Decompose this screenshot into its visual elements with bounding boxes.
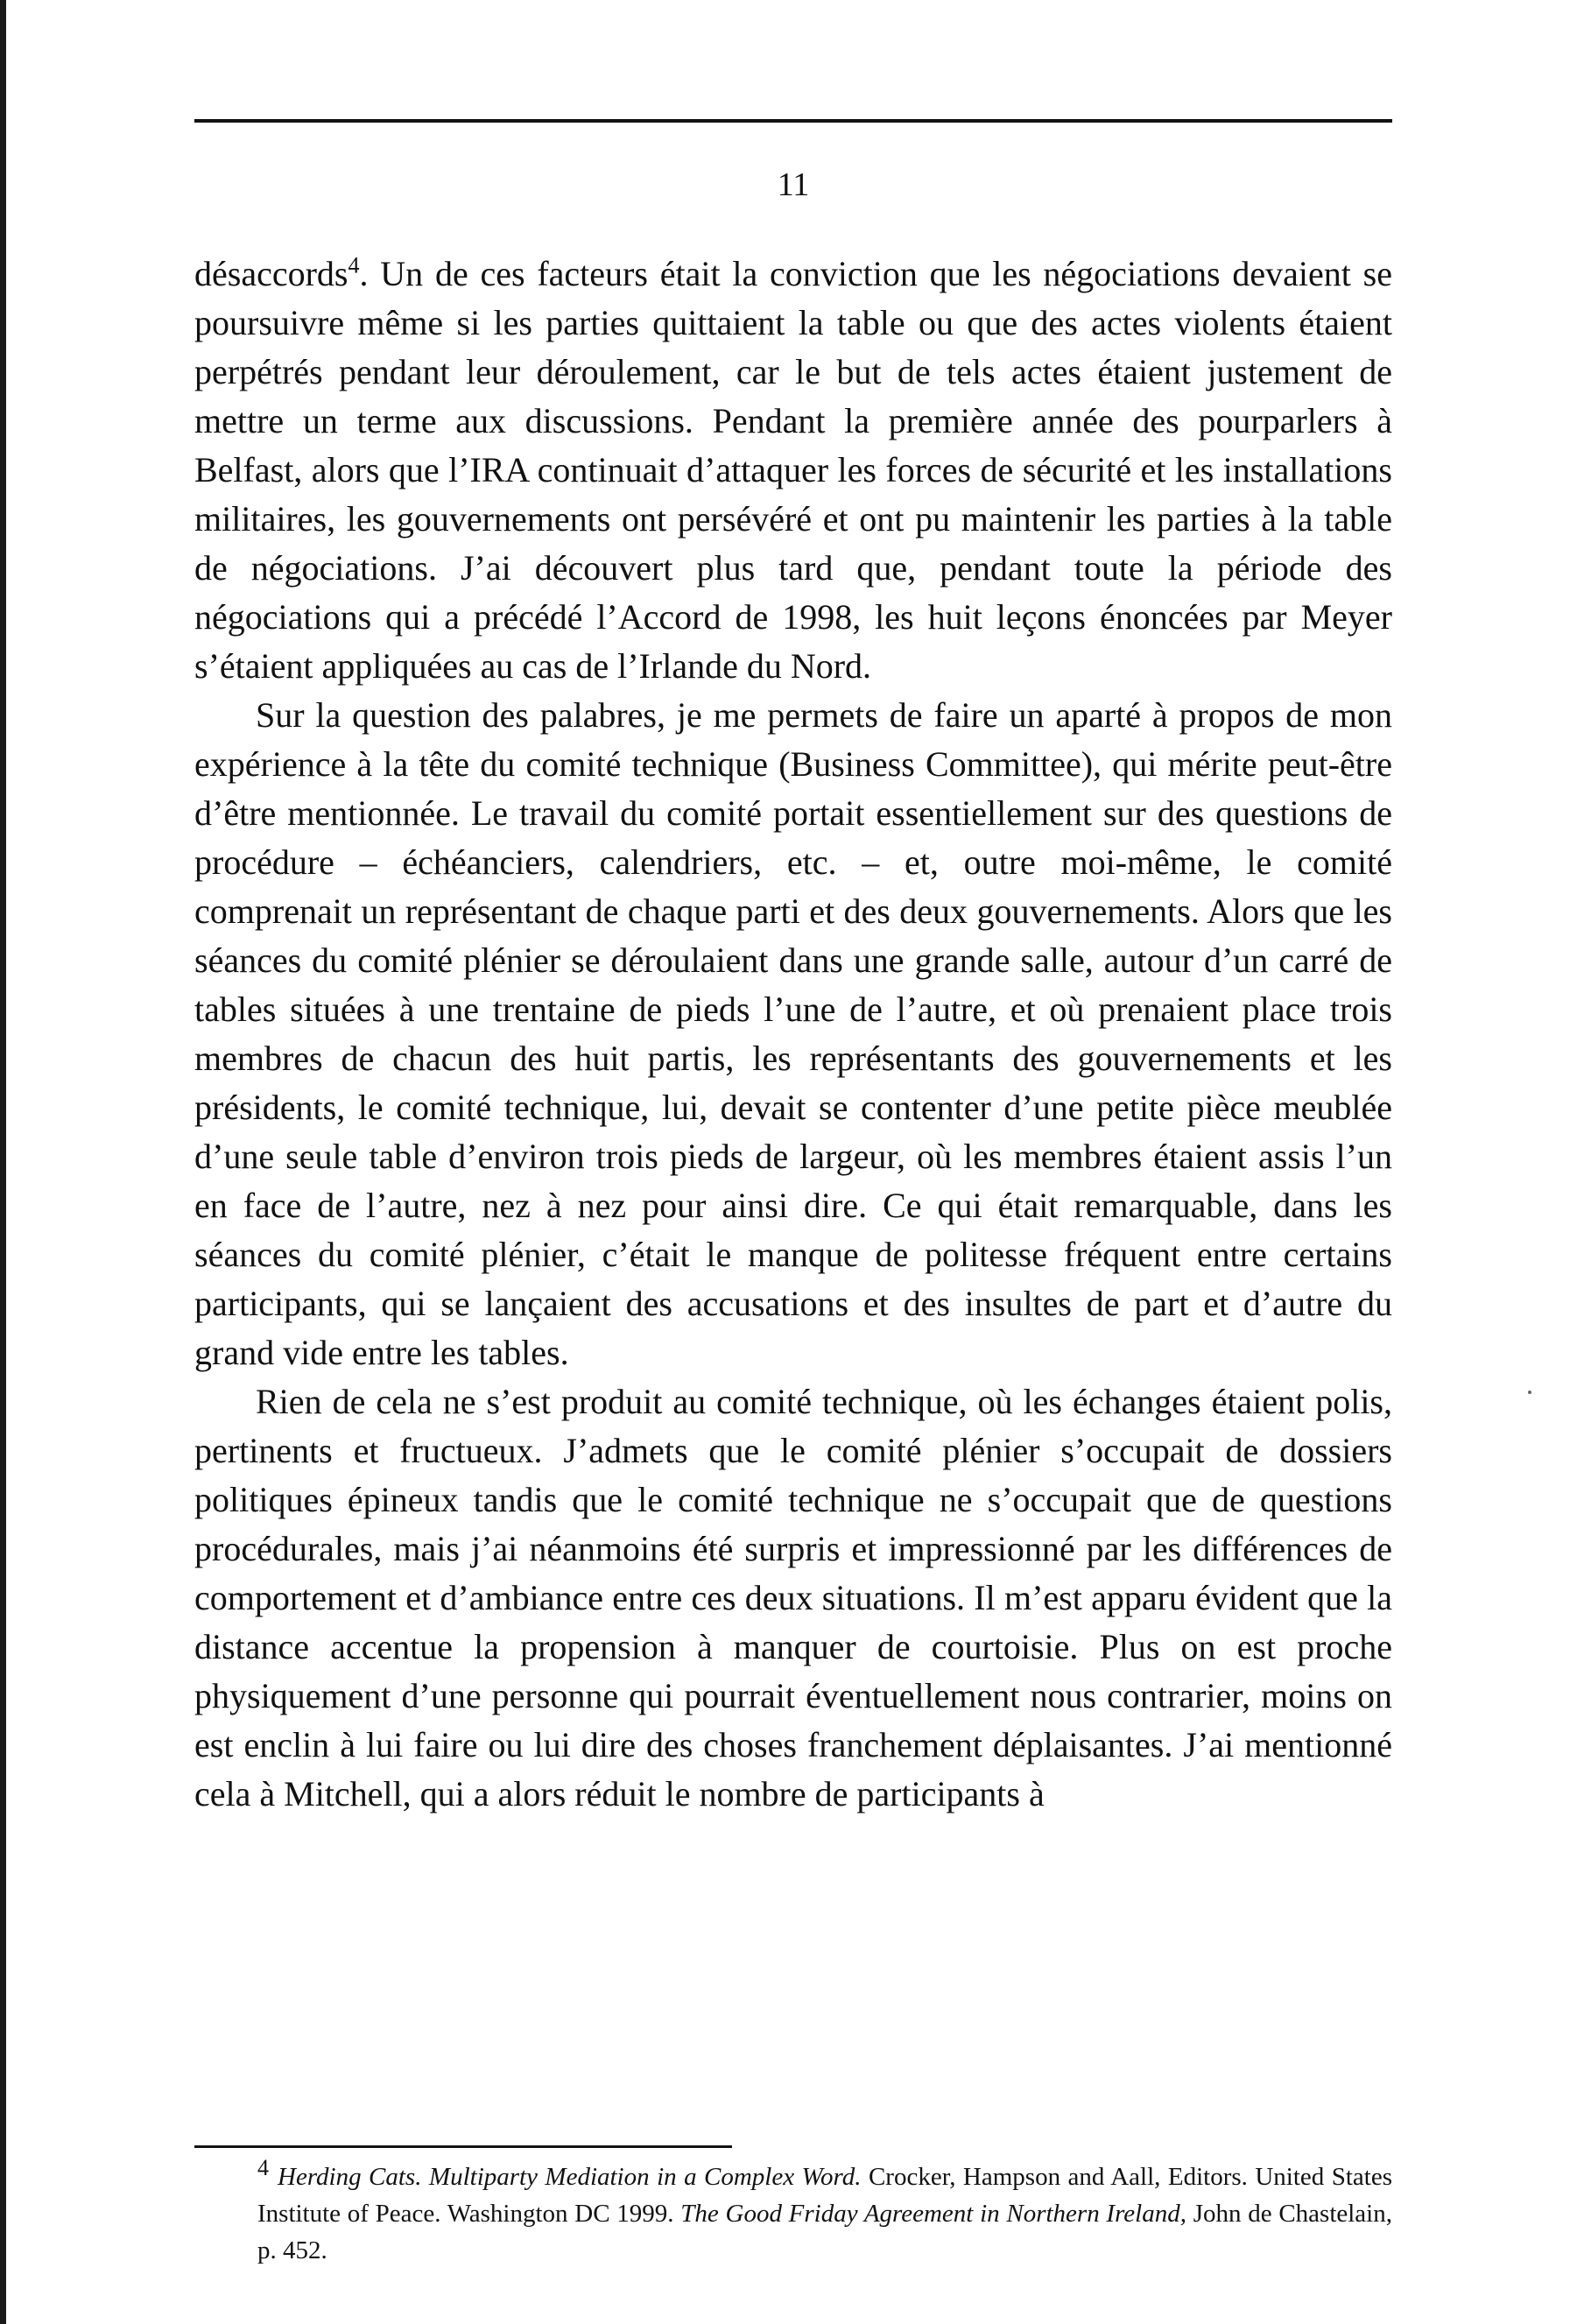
paragraph-1 (194, 250, 1392, 691)
body-text (194, 250, 1392, 1819)
footnote-text-2: John de Chastelain, p. 452. (257, 2200, 1392, 2264)
footnote-title-2: The Good Friday Agreement in Northern Ireland, (680, 2200, 1186, 2228)
footnote-reference: 4 (348, 252, 360, 278)
paragraph-1-rest: . Un de ces facteurs était la conviction que les négociations devaient se poursuivre même si les parties quittaient la table ou que des actes violents étaient perpétrés pendant leur déroulement, car le but de tels actes étaient justement de mettre un terme aux discussions. Pendant la première année des pourparlers à Belfast, alors que l’IRA continuait d’attaquer les forces de sécurité et les installations militaires, les gouvernements ont persévéré et ont pu maintenir les parties à la table de négociations. J’ai découvert plus tard que, pendant toute la période des négociations qui a précédé l’Accord de 1998, les huit leçons énoncées par Meyer s’étaient appliquées au cas de l’Irlande du Nord. (194, 254, 1392, 686)
footnote (257, 2155, 1392, 2269)
paragraph-3: Rien de cela ne s’est produit au comité technique, où les échanges étaient polis, pertinents et fructueux. J’admets que le comité plénier s’occupait de dossiers politiques épineux tandis que le comité technique ne s’occupait que de questions procédurales, mais j’ai néanmoins été surpris et impressionné par les différences de comportement et d’ambiance entre ces deux situations. Il m’est apparu évident que la distance accentue la propension à manquer de courtoisie. Plus on est proche physiquement d’une personne qui pourrait éventuellement nous contrarier, moins on est enclin à lui faire ou lui dire des choses franchement déplaisantes. J’ai mentionné cela à Mitchell, qui a alors réduit le nombre de participants à (194, 1382, 1392, 1813)
footnote-number: 4 (257, 2155, 269, 2181)
page-number: 11 (777, 166, 810, 203)
footnote-text-1: Crocker, Hampson and Aall, Editors. United States Institute of Peace. Washington DC 1999. (257, 2163, 1392, 2228)
scan-left-edge (0, 0, 6, 2324)
header-rule (194, 119, 1392, 123)
footnote-rule (194, 2145, 732, 2148)
scan-speck (1528, 1391, 1531, 1394)
footnote-title-1: Herding Cats. Multiparty Mediation in a Complex Word. (278, 2163, 862, 2191)
paragraph-2: Sur la question des palabres, je me permets de faire un aparté à propos de mon expérience à la tête du comité technique (Business Committee), qui mérite peut-être d’être mentionnée. Le travail du comité portait essentiellement sur des questions de procédure – échéanciers, calendriers, etc. – et, outre moi-même, le comité comprenait un représentant de chaque parti et des deux gouvernements. Alors que les séances du comité plénier se déroulaient dans une grande salle, autour d’un carré de tables situées à une trentaine de pieds l’une de l’autre, et où prenaient place trois membres de chacun des huit partis, les représentants des gouvernements et les présidents, le comité technique, lui, devait se contenter d’une petite pièce meublée d’une seule table d’environ trois pieds de largeur, où les membres étaient assis l’un en face de l’autre, nez à nez pour ainsi dire. Ce qui était remarquable, dans les séances du comité plénier, c’était le manque de politesse fréquent entre certains participants, qui se lançaient des accusations et des insultes de part et d’autre du grand vide entre les tables. (194, 695, 1392, 1372)
paragraph-1-start: désaccords (194, 254, 348, 293)
